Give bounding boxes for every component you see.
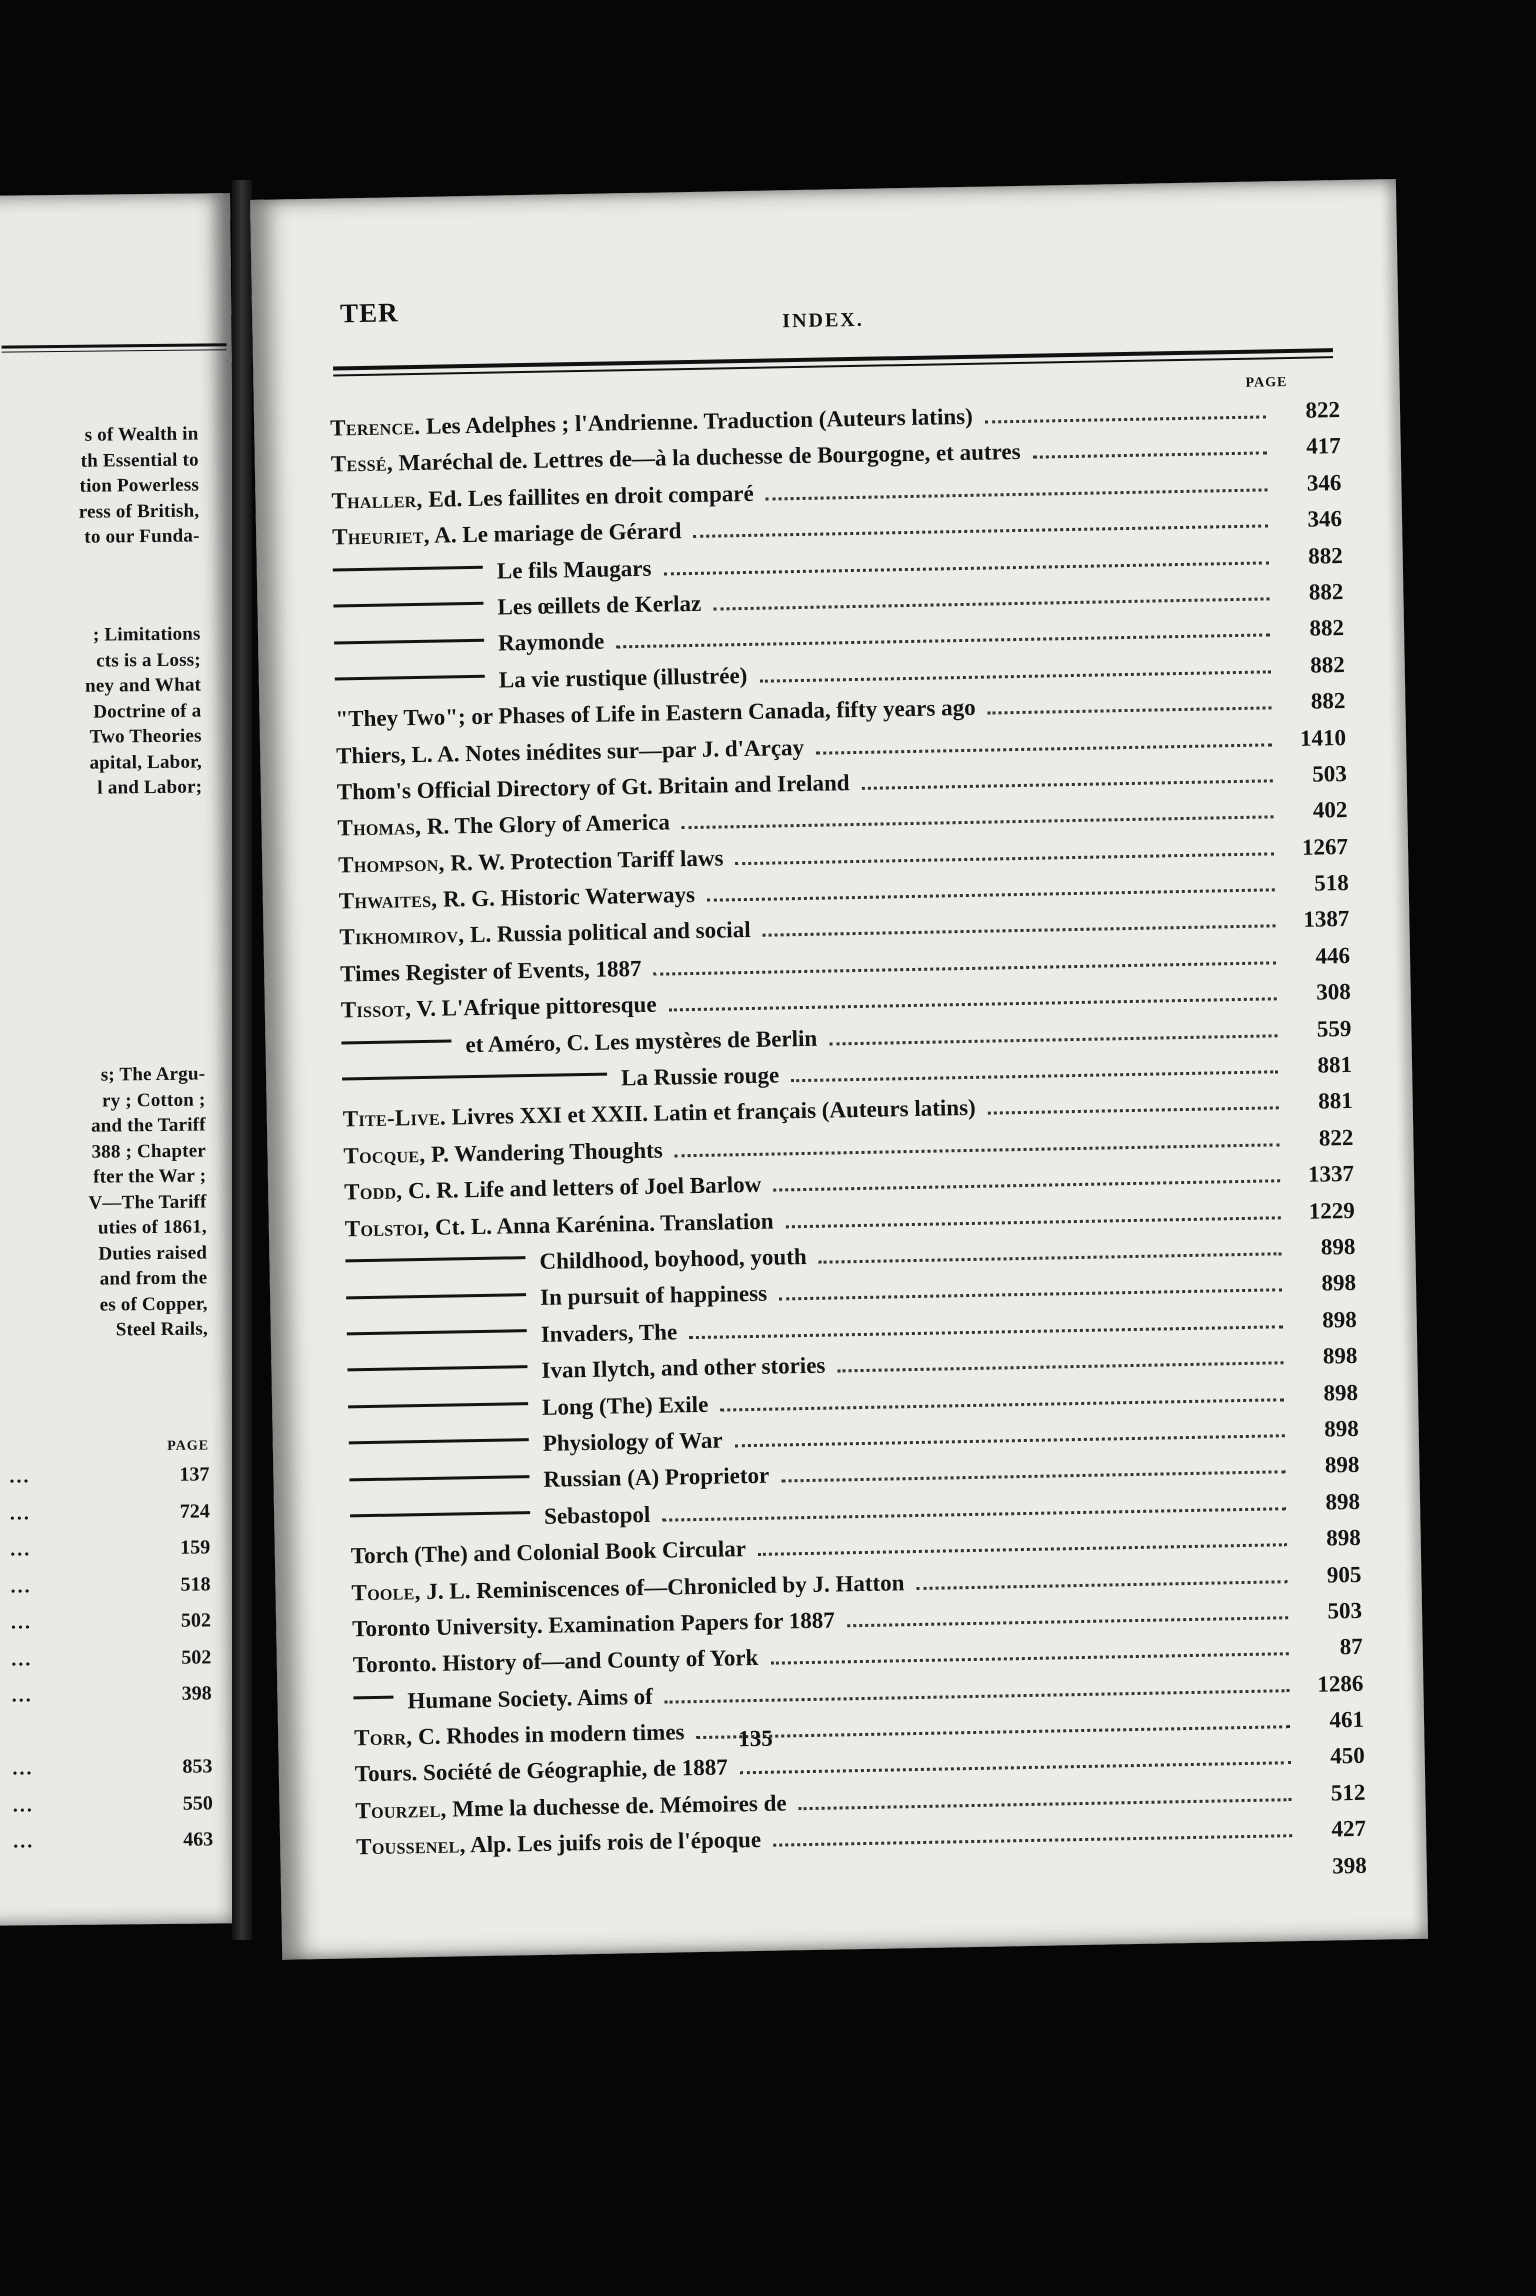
ditto-dash: [349, 1438, 529, 1444]
entry-page-number: 898: [1323, 1379, 1359, 1406]
entry-text: [337, 770, 858, 806]
left-page-row: [13, 1792, 213, 1817]
entry-page-number: 905: [1326, 1561, 1362, 1587]
entry-title: Sebastopol: [543, 1501, 651, 1529]
entry-title: C. R. Life and letters of Joel Barlow: [407, 1172, 762, 1204]
entry-page-number: 881: [1317, 1088, 1353, 1114]
entry-title: In pursuit of happiness: [539, 1281, 768, 1311]
entry-title: A. Le mariage de Gérard: [434, 518, 682, 548]
entry-text: [355, 1790, 795, 1824]
entry-author: Thwaites,: [338, 886, 438, 914]
entry-author: Tite-Live.: [342, 1104, 447, 1132]
entry-page-number: 1267: [1301, 833, 1349, 860]
left-text-line: ney and What: [84, 674, 202, 697]
left-page-number: 853: [182, 1755, 213, 1778]
left-page-row: [10, 1573, 210, 1598]
entry-page-number: 1229: [1308, 1197, 1355, 1224]
ditto-dash: [333, 602, 483, 608]
entry-page-number: 417: [1305, 433, 1341, 460]
left-leader-dots: ...: [9, 1501, 31, 1525]
entry-title: "They Two"; or Phases of Life in Eastern Canada, fifty years ago: [335, 694, 976, 732]
header-rule: [333, 348, 1333, 376]
left-page-row: [12, 1755, 212, 1780]
entry-text: [348, 1391, 717, 1424]
entry-page-number: 1337: [1307, 1161, 1355, 1187]
left-page-row: [11, 1646, 211, 1671]
entry-page-number: 881: [1317, 1051, 1353, 1078]
entry-title: R. The Glory of America: [426, 809, 671, 840]
left-header-rule: [2, 343, 227, 352]
entry-title: La vie rustique (illustrée): [498, 662, 748, 693]
left-page-row: [10, 1536, 210, 1561]
entry-title: R. W. Protection Tariff laws: [450, 845, 724, 876]
entry-text: [349, 1463, 777, 1497]
left-page-number: 550: [182, 1791, 213, 1815]
left-page-number: 502: [180, 1609, 212, 1632]
entry-page-number: 503: [1311, 760, 1347, 787]
entry-page-number: 512: [1330, 1779, 1366, 1806]
entry-page-number: 87: [1339, 1634, 1363, 1660]
left-page-number: 518: [180, 1572, 211, 1596]
entry-text: [331, 480, 762, 514]
entry-title: P. Wandering Thoughts: [430, 1137, 663, 1167]
entry-text: [333, 591, 709, 624]
entry-title: Times Register of Events, 1887: [339, 955, 642, 987]
entry-text: [344, 1172, 770, 1206]
entry-page-number: 898: [1321, 1270, 1357, 1296]
left-text-line: apital, Labor,: [89, 750, 203, 774]
entry-text: [339, 882, 704, 915]
entry-page-number: 518: [1313, 870, 1349, 896]
left-leader-dots: ...: [10, 1611, 33, 1634]
entry-title: Toronto. History of—and County of York: [352, 1645, 759, 1678]
entry-text: [337, 810, 678, 842]
entry-text: [333, 555, 660, 587]
entry-page-number: 1286: [1317, 1670, 1364, 1697]
left-text-line: Steel Rails,: [115, 1318, 208, 1341]
entry-page-number: 559: [1316, 1015, 1352, 1042]
ditto-dash: [350, 1511, 530, 1517]
left-page-row: [9, 1463, 209, 1488]
entry-title: C. Rhodes in modern times: [417, 1719, 685, 1750]
entry-title: Ct. L. Anna Karénina. Translation: [434, 1208, 774, 1240]
left-text-line: l and Labor;: [97, 776, 203, 799]
entry-title: V. L'Afrique pittoresque: [416, 991, 657, 1022]
entry-text: [342, 1062, 787, 1096]
entry-page-number: 346: [1306, 469, 1342, 496]
ditto-dash: [345, 1256, 525, 1262]
entry-title: Les Adelphes ; l'Andrienne. Traduction (Auteurs latins): [425, 403, 973, 439]
entry-page-number: 882: [1308, 578, 1344, 605]
entry-text: [338, 845, 732, 878]
entry-author: Toussenel,: [355, 1832, 466, 1860]
entry-author: Terence.: [329, 413, 421, 441]
ditto-dash: [333, 566, 483, 572]
ditto-dash: [342, 1073, 607, 1081]
entry-text: [353, 1683, 661, 1715]
entry-text: [354, 1719, 693, 1751]
entry-title: Alp. Les juifs rois de l'époque: [469, 1827, 762, 1858]
entry-title: Maréchal de. Lettres de—à la duchesse de Bourgogne, et autres: [398, 439, 1021, 476]
previous-page: [0, 193, 248, 1926]
entry-title: Les œillets de Kerlaz: [497, 590, 702, 620]
left-page-number: 463: [183, 1828, 214, 1851]
entry-page-number: 308: [1315, 979, 1351, 1005]
entry-text: [341, 992, 665, 1024]
entry-title: Le fils Maugars: [496, 555, 652, 584]
left-page-row: [13, 1828, 213, 1853]
entry-text: [355, 1755, 736, 1788]
entry-author: Thompson,: [337, 850, 445, 878]
left-leader-dots: ...: [9, 1465, 31, 1488]
left-page-row: [10, 1500, 210, 1525]
entry-title: Ivan Ilytch, and other stories: [541, 1352, 826, 1384]
entry-author: Thaller,: [331, 486, 423, 514]
left-leader-dots: ...: [10, 1538, 32, 1561]
entry-author: Tikhomirov,: [339, 922, 465, 950]
book-gutter: [232, 180, 252, 1940]
left-text-line: Doctrine of a: [93, 700, 202, 723]
entry-author: Tocque,: [343, 1141, 426, 1169]
entry-page-number: 461: [1329, 1706, 1365, 1733]
entry-page-number: 898: [1322, 1343, 1358, 1369]
entry-title: Ed. Les faillites en droit comparé: [428, 480, 754, 512]
entry-author: Tolstoi,: [344, 1214, 430, 1242]
left-page-number: 502: [181, 1645, 212, 1669]
left-page-row: [11, 1609, 211, 1634]
entry-text: [345, 1244, 815, 1279]
entry-text: [343, 1095, 984, 1133]
entry-author: Theuriet,: [331, 522, 430, 550]
entry-text: [351, 1536, 755, 1569]
entry-page-number: 503: [1327, 1597, 1363, 1624]
entry-page-number: 398: [1331, 1852, 1367, 1879]
entry-text: [334, 629, 612, 660]
ditto-dash: [348, 1402, 528, 1408]
entry-page-number: 898: [1320, 1233, 1356, 1260]
ditto-dash: [347, 1329, 527, 1335]
left-leader-dots: ...: [11, 1647, 33, 1671]
left-text-line: ress of British,: [78, 500, 200, 523]
entry-text: [350, 1501, 659, 1533]
page-number: 135: [738, 1725, 774, 1752]
entry-text: [340, 956, 650, 988]
entry-author: Toole,: [351, 1578, 421, 1605]
left-text-line: s of Wealth in: [84, 423, 199, 446]
left-leader-dots: ...: [12, 1757, 34, 1780]
entry-text: [347, 1319, 686, 1351]
entry-author: Thomas,: [337, 814, 422, 841]
entry-page-number: 346: [1307, 506, 1343, 532]
left-text-block-top: [0, 193, 230, 548]
entry-title: Childhood, boyhood, youth: [539, 1243, 807, 1274]
entry-page-number: 898: [1323, 1415, 1359, 1442]
entry-page-number: 898: [1325, 1524, 1361, 1551]
entry-page-number: 1387: [1303, 906, 1350, 933]
left-page-number: 724: [179, 1499, 210, 1523]
left-leader-dots: ...: [12, 1793, 34, 1817]
entry-text: [349, 1427, 731, 1460]
entry-text: [335, 663, 756, 697]
leader-dots: [1032, 430, 1267, 459]
left-text-line: V—The Tariff: [88, 1190, 207, 1214]
leader-dots: [984, 393, 1266, 423]
entry-title: Humane Society. Aims of: [407, 1683, 654, 1714]
entry-text: [345, 1208, 782, 1242]
entry-page-number: 402: [1312, 797, 1348, 823]
entry-title: Invaders, The: [540, 1319, 678, 1347]
entry-page-number: 882: [1309, 651, 1345, 678]
entry-title: Thom's Official Directory of Gt. Britain and Ireland: [336, 770, 850, 805]
ditto-dash: [346, 1293, 526, 1299]
entry-author: Tourzel,: [355, 1796, 447, 1824]
entry-title: Toronto University. Examination Papers for 1887: [351, 1607, 835, 1642]
ditto-dash: [349, 1475, 529, 1481]
entry-title: R. G. Historic Waterways: [442, 882, 696, 912]
entry-title: Long (The) Exile: [541, 1391, 709, 1420]
entry-text: [339, 917, 759, 951]
running-head: TER: [339, 297, 399, 329]
entry-author: Todd,: [343, 1178, 403, 1205]
entry-text: [356, 1827, 769, 1861]
left-page-number: 137: [179, 1463, 210, 1486]
leader-dots: [987, 684, 1271, 714]
entry-title: L. Russia political and social: [469, 917, 751, 948]
ditto-dash: [341, 1039, 451, 1044]
entry-title: et Améro, C. Les mystères de Berlin: [465, 1025, 818, 1057]
ditto-dash: [335, 675, 485, 681]
entry-page-number: 427: [1331, 1816, 1367, 1842]
index-entries: [330, 392, 1367, 1902]
left-leader-dots: ...: [11, 1684, 33, 1707]
left-text-line: th Essential to: [80, 449, 199, 472]
entry-page-number: 822: [1318, 1124, 1354, 1151]
entry-page-number: 882: [1307, 542, 1343, 569]
entry-text: [336, 734, 812, 769]
entry-title: Thiers, L. A. Notes inédites sur—par J. d'Arçay: [335, 734, 805, 769]
entry-text: [332, 518, 690, 551]
entry-text: [351, 1570, 912, 1606]
left-text-line: ry ; Cotton ;: [101, 1088, 206, 1112]
entry-page-number: 1410: [1299, 724, 1347, 751]
entry-page-number: 898: [1324, 1452, 1360, 1478]
entry-title: Torch (The) and Colonial Book Circular: [350, 1536, 747, 1569]
entry-text: [352, 1607, 843, 1642]
left-leader-dots: ...: [13, 1830, 35, 1853]
page-column-label: PAGE: [1245, 375, 1288, 391]
entry-page-number: 898: [1325, 1488, 1361, 1515]
ditto-dash: [334, 638, 484, 644]
entry-author: Tessé,: [330, 450, 394, 477]
left-text-line: and from the: [99, 1267, 208, 1290]
left-text-line: to our Funda-: [84, 525, 200, 548]
entry-page-number: 882: [1309, 615, 1345, 641]
left-page-row: [12, 1682, 212, 1707]
left-text-line: uties of 1861,: [97, 1216, 207, 1239]
left-page-number: 398: [181, 1682, 212, 1705]
entry-page-number: 446: [1315, 942, 1351, 969]
left-text-line: ; Limitations: [92, 623, 201, 646]
entry-text: [346, 1281, 775, 1315]
left-text-line: s; The Argu-: [100, 1063, 206, 1086]
entry-title: La Russie rouge: [620, 1062, 780, 1091]
page-title: INDEX.: [782, 308, 864, 333]
ditto-dash: [353, 1696, 393, 1700]
entry-title: Raymonde: [497, 628, 605, 656]
entry-title: Tours. Société de Géographie, de 1887: [354, 1754, 728, 1787]
left-text-line: fter the War ;: [93, 1165, 207, 1188]
leader-dots: [916, 1558, 1287, 1590]
left-text-line: Two Theories: [89, 725, 202, 748]
entry-page-number: 898: [1321, 1306, 1357, 1333]
left-page-label: PAGE: [167, 1438, 210, 1454]
entry-title: J. L. Reminiscences of—Chronicled by J. Hatton: [426, 1569, 905, 1604]
left-text-line: 388 ; Chapter: [91, 1139, 207, 1163]
left-text-line: Duties raised: [98, 1241, 208, 1265]
entry-title: Mme la duchesse de. Mémoires de: [452, 1790, 787, 1822]
left-text-line: es of Copper,: [99, 1292, 208, 1316]
entry-title: Russian (A) Proprietor: [543, 1463, 770, 1493]
entry-title: Physiology of War: [542, 1427, 723, 1456]
left-text-line: cts is a Loss;: [96, 649, 201, 672]
entry-page-number: 450: [1329, 1743, 1365, 1769]
entry-text: [347, 1353, 833, 1388]
left-text-line: tion Powerless: [79, 474, 200, 497]
left-page-row: [12, 1719, 212, 1721]
entry-text: [353, 1645, 767, 1679]
entry-page-number: 882: [1310, 688, 1346, 714]
entry-text: [341, 1025, 825, 1060]
entry-text: [343, 1137, 671, 1169]
entry-page-number: 822: [1305, 397, 1341, 423]
leader-dots: [987, 1085, 1278, 1115]
entry-author: Torr,: [353, 1724, 413, 1751]
entry-author: Tissot,: [340, 996, 412, 1023]
entry-title: Livres XXI et XXII. Latin et français (Auteurs latins): [451, 1095, 976, 1130]
index-page: [250, 179, 1428, 1960]
left-page-number: 159: [180, 1536, 211, 1559]
left-leader-dots: ...: [10, 1574, 32, 1598]
left-text-line: and the Tariff: [90, 1114, 206, 1137]
ditto-dash: [347, 1365, 527, 1371]
